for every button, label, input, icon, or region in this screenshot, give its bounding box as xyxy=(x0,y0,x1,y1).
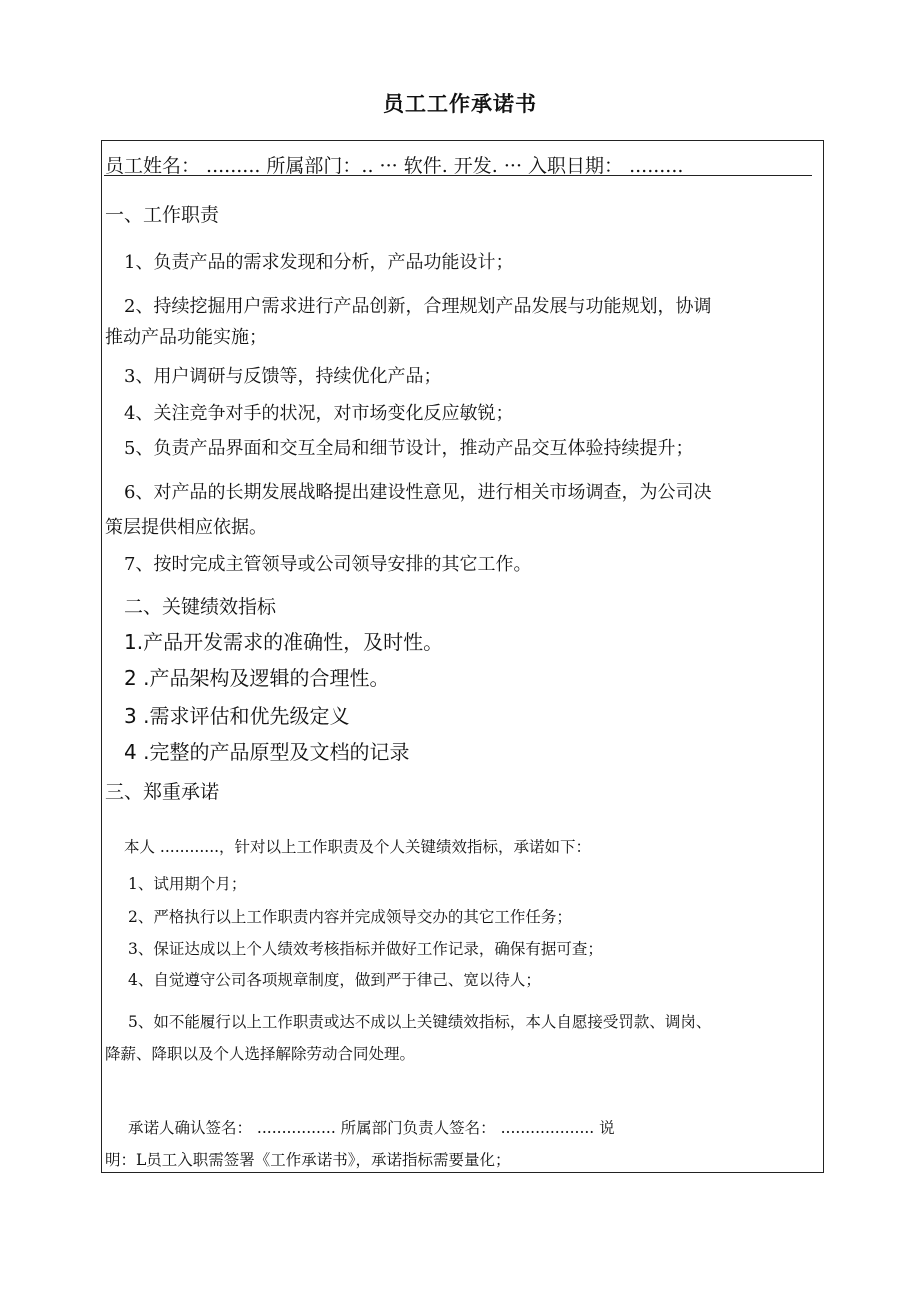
note-line: 明：L员工入职需签署《工作承诺书》，承诺指标需要量化； xyxy=(105,1151,511,1169)
duty-item-2: 2、持续挖掘用户需求进行产品创新，合理规划产品发展与功能规划，协调 xyxy=(124,296,712,317)
kpi-item-2: 2 .产品架构及逻辑的合理性。 xyxy=(124,666,390,690)
document-title: 员工工作承诺书 xyxy=(383,92,537,116)
commitment-item-1: 1、试用期个月； xyxy=(128,875,247,893)
commitment-item-3: 3、保证达成以上个人绩效考核指标并做好工作记录，确保有据可查； xyxy=(128,940,603,958)
commitment-item-4: 4、自觉遵守公司各项规章制度，做到严于律己、宽以待人； xyxy=(128,971,541,989)
kpi-item-4: 4 .完整的产品原型及文档的记录 xyxy=(124,740,410,764)
duty-item-5: 5、负责产品界面和交互全局和细节设计，推动产品交互体验持续提升； xyxy=(124,438,694,459)
commitment-item-5-cont: 降薪、降职以及个人选择解除劳动合同处理。 xyxy=(105,1045,416,1063)
duty-item-1: 1、负责产品的需求发现和分析，产品功能设计； xyxy=(124,252,514,273)
duty-item-6: 6、对产品的长期发展战略提出建设性意见，进行相关市场调查，为公司决 xyxy=(124,482,712,503)
commitment-item-2: 2、严格执行以上工作职责内容并完成领导交办的其它工作任务； xyxy=(128,908,572,926)
duty-item-6-cont: 策层提供相应依据。 xyxy=(105,517,267,538)
kpi-item-1: 1.产品开发需求的准确性，及时性。 xyxy=(124,630,444,654)
employee-info-line: 员工姓名： ......... 所属部门：.. ··· 软件. 开发. ··· 入职日期： ......... xyxy=(105,155,684,177)
signature-line: 承诺人确认签名： ................ 所属部门负责人签名： ................... 说 xyxy=(128,1119,615,1137)
duty-item-3: 3、用户调研与反馈等，持续优化产品； xyxy=(124,366,442,387)
info-line-underline xyxy=(104,175,812,176)
section-1-heading: 一、工作职责 xyxy=(105,204,220,226)
section-2-heading: 二、关键绩效指标 xyxy=(124,596,277,618)
duty-item-7: 7、按时完成主管领导或公司领导安排的其它工作。 xyxy=(124,554,532,575)
commitment-item-5: 5、如不能履行以上工作职责或达不成以上关键绩效指标，本人自愿接受罚款、调岗、 xyxy=(128,1013,712,1031)
kpi-item-3: 3 .需求评估和优先级定义 xyxy=(124,704,350,728)
duty-item-2-cont: 推动产品功能实施； xyxy=(105,327,267,348)
commitment-intro: 本人 ............，针对以上工作职责及个人关键绩效指标，承诺如下： xyxy=(124,838,592,856)
duty-item-4: 4、关注竞争对手的状况，对市场变化反应敏锐； xyxy=(124,403,514,424)
section-3-heading: 三、郑重承诺 xyxy=(105,781,220,803)
